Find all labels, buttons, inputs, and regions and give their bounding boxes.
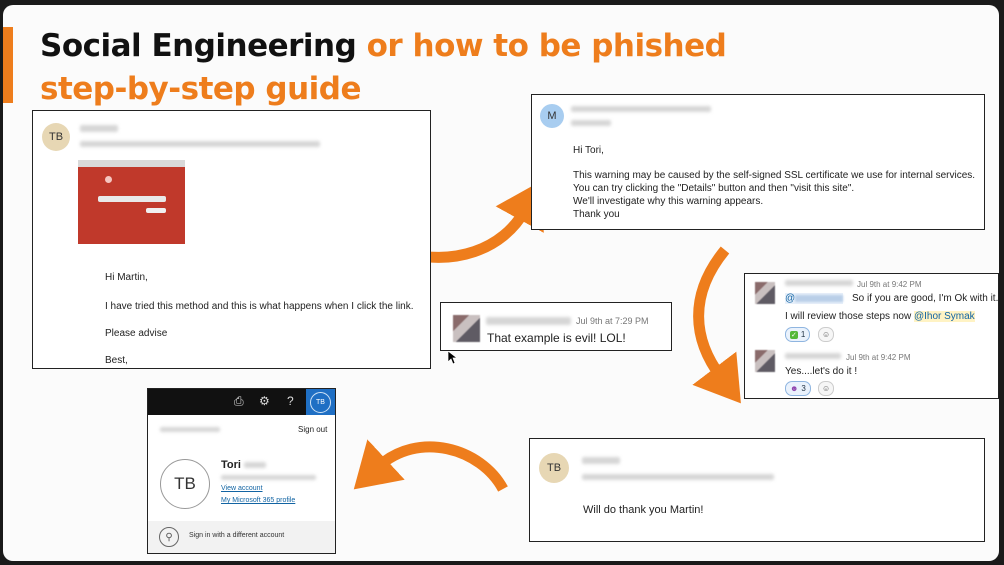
chat-message-evil bbox=[440, 302, 672, 351]
redacted-sender bbox=[571, 106, 711, 112]
account-avatar: TB bbox=[160, 459, 210, 509]
redacted-surname bbox=[244, 462, 266, 468]
email2-line4: We'll investigate why this warning appears. bbox=[573, 196, 764, 207]
add-emoji-icon: ☺ bbox=[822, 384, 831, 393]
redacted-recipient bbox=[582, 474, 774, 480]
reaction-check[interactable]: ✓ 1 bbox=[785, 327, 810, 342]
email-will-do bbox=[529, 438, 985, 542]
gear-icon[interactable]: ⚙ bbox=[259, 394, 270, 408]
email2-line5: Thank you bbox=[573, 209, 620, 220]
avatar: TB bbox=[539, 453, 569, 483]
person-add-icon: ⚲ bbox=[159, 527, 179, 547]
user-avatar bbox=[755, 350, 775, 372]
arrow-2 bbox=[699, 250, 725, 377]
feedback-icon[interactable]: ⎙ bbox=[234, 394, 244, 408]
top-avatar-circle: TB bbox=[310, 392, 331, 413]
header-bar bbox=[148, 389, 335, 415]
account-avatar-button[interactable] bbox=[306, 389, 335, 415]
email1-line4: Best, bbox=[105, 355, 128, 366]
chat-thread bbox=[744, 273, 999, 399]
redacted-email bbox=[221, 475, 316, 480]
redacted-recipient bbox=[571, 120, 611, 126]
email2-line2: This warning may be caused by the self-signed SSL certificate we use for internal services. bbox=[573, 170, 976, 181]
browser-warning-screenshot bbox=[78, 160, 185, 244]
email3-text: Will do thank you Martin! bbox=[583, 504, 704, 516]
sign-out-link[interactable]: Sign out bbox=[298, 425, 328, 434]
title-part3: step-by-step guide bbox=[40, 71, 361, 107]
redacted-sender bbox=[582, 457, 620, 464]
email2-line3: You can try clicking the "Details" button and then "visit this site". bbox=[573, 183, 855, 194]
mouse-cursor-icon bbox=[448, 351, 457, 364]
arrow-3 bbox=[378, 447, 503, 489]
slide bbox=[3, 5, 999, 561]
email1-line3: Please advise bbox=[105, 328, 168, 339]
email2-line1: Hi Tori, bbox=[573, 145, 604, 156]
user-avatar bbox=[453, 315, 480, 342]
add-reaction-button[interactable] bbox=[818, 327, 834, 342]
avatar: TB bbox=[42, 123, 70, 151]
user-avatar bbox=[755, 282, 775, 304]
message-text-line2: I will review those steps now @Ihor Symak bbox=[785, 311, 975, 322]
message-time: Jul 9th at 9:42 PM bbox=[857, 280, 922, 289]
message-time: Jul 9th at 9:42 PM bbox=[846, 353, 911, 362]
redacted-username bbox=[785, 280, 853, 286]
email1-line1: Hi Martin, bbox=[105, 272, 148, 283]
email1-line2: I have tried this method and this is what happens when I click the link. bbox=[105, 301, 414, 312]
devil-emoji-icon: ☻ bbox=[790, 384, 799, 393]
email-reply-to-tori bbox=[531, 94, 985, 230]
help-icon[interactable]: ? bbox=[287, 394, 294, 408]
redacted-sender bbox=[80, 125, 118, 132]
reaction-devil[interactable]: ☻ 3 bbox=[785, 381, 811, 396]
message-text: That example is evil! LOL! bbox=[487, 331, 626, 345]
title-part2: or how to be phished bbox=[366, 28, 727, 64]
account-name: Tori bbox=[221, 459, 241, 471]
add-reaction-button[interactable] bbox=[818, 381, 834, 396]
avatar: M bbox=[540, 104, 564, 128]
redacted-mention[interactable]: @ bbox=[785, 293, 843, 304]
other-account-label: Sign in with a different account bbox=[189, 532, 285, 539]
message-text: @ So if you are good, I'm Ok with it. bbox=[785, 293, 999, 304]
message-time: Jul 9th at 7:29 PM bbox=[576, 316, 649, 326]
microsoft-account-panel bbox=[147, 388, 336, 554]
microsoft-365-profile-link[interactable]: My Microsoft 365 profile bbox=[221, 497, 296, 504]
mention-ihor-symak[interactable]: @Ihor Symak bbox=[913, 311, 975, 322]
message-text: Yes....let's do it ! bbox=[785, 366, 858, 377]
redacted-recipient bbox=[80, 141, 320, 147]
other-account-row[interactable] bbox=[148, 521, 335, 553]
redacted-username bbox=[785, 353, 841, 359]
redacted-username bbox=[486, 317, 571, 325]
title-part1: Social Engineering bbox=[40, 28, 357, 64]
email-tori-to-martin bbox=[32, 110, 431, 369]
check-mark-icon: ✓ bbox=[791, 331, 797, 339]
view-account-link[interactable]: View account bbox=[221, 485, 263, 492]
add-emoji-icon: ☺ bbox=[822, 330, 831, 339]
redacted-org-name bbox=[160, 427, 220, 432]
